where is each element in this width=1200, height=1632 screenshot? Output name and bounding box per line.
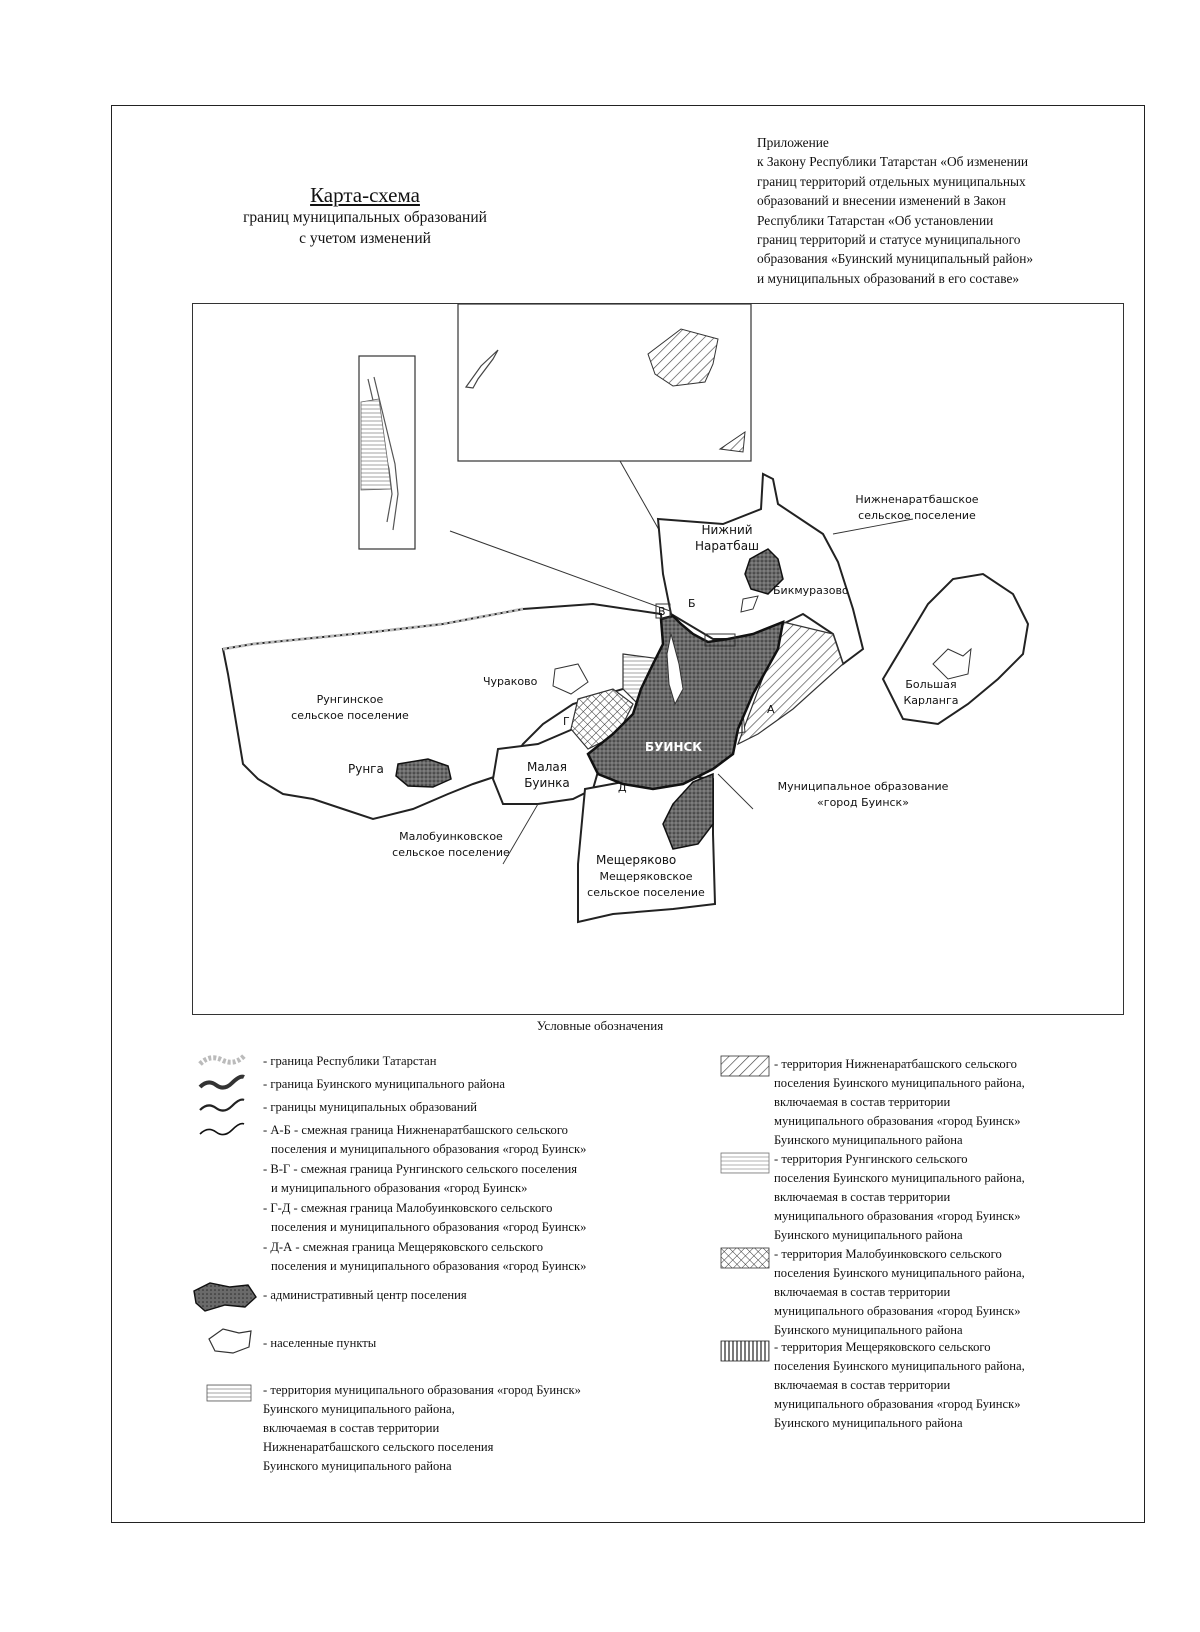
- legend-item-vg: - В-Г - смежная граница Рунгинского сельского поселения и муниципального образования «город Буинск»: [263, 1162, 578, 1195]
- title-block: [170, 183, 560, 249]
- appendix-note: [757, 133, 1127, 288]
- legend-item-gd: - Г-Д - смежная граница Малобуинковского сельского поселения и муниципального образования «город Буинск»: [263, 1201, 587, 1234]
- rt-border-symbol: [198, 1050, 246, 1070]
- appendix-line: образования «Буинский муниципальный район»: [757, 251, 1034, 267]
- legend-item-admin-center: - административный центр поселения: [263, 1288, 467, 1302]
- appendix-line: и муниципальных образований в его составе»: [757, 270, 1020, 286]
- legend-item-rungino-to-buinsk: - территория Рунгинского сельского поселения Буинского муниципального района, включаемая в состав территории муниципального образования «город Буинск» Буинского муниципального района: [774, 1152, 1025, 1242]
- rungino-to-buinsk-symbol: [720, 1152, 770, 1174]
- legend-item-mo-borders: - границы муниципальных образований: [263, 1100, 477, 1114]
- legend-item-ab: - А-Б - смежная граница Нижненаратбашского сельского поселения и муниципального образования «город Буинск»: [263, 1123, 587, 1156]
- label-rungino-settlement: Рунгинское сельское поселение: [291, 693, 409, 722]
- label-mescheryakovo: Мещеряково: [596, 853, 677, 867]
- map-area: [192, 303, 1124, 1015]
- label-runga: Рунга: [348, 762, 384, 776]
- admin-center-symbol: [190, 1277, 260, 1317]
- district-border-symbol: [198, 1073, 246, 1093]
- appendix-line: границ территорий и статусе муниципального: [757, 232, 1021, 248]
- map-subtitle: границ муниципальных образований: [243, 209, 487, 226]
- map-subtitle: с учетом изменений: [299, 230, 431, 247]
- legend-item-settlements: - населенные пункты: [263, 1336, 377, 1350]
- adjacent-border-symbol: [198, 1120, 246, 1140]
- naratbash-to-buinsk-symbol: [720, 1055, 770, 1077]
- buinsk-to-naratbash-symbol: [206, 1384, 252, 1402]
- legend-item-da: - Д-А - смежная граница Мещеряковского сельского поселения и муниципального образования «город Буинск»: [263, 1240, 587, 1273]
- mo-border-symbol: [198, 1096, 246, 1116]
- legend-item-rt-border: - граница Республики Татарстан: [263, 1054, 437, 1068]
- label-buinsk: БУИНСК: [645, 740, 703, 754]
- label-point-b: Б: [688, 597, 696, 610]
- legend-item-naratbash-to-buinsk: - территория Нижненаратбашского сельского поселения Буинского муниципального района, включаемая в состав территории муниципального образования «город Буинск» Буинского муниципального района: [774, 1057, 1025, 1147]
- settlement-symbol: [205, 1325, 255, 1357]
- label-churakovo: Чураково: [483, 675, 538, 688]
- label-malobuinka-settlement: Малобуинковское сельское поселение: [392, 830, 510, 859]
- appendix-line: к Закону Республики Татарстан «Об изменении: [757, 154, 1029, 170]
- map-svg: [193, 304, 1123, 1014]
- label-nizhny-naratbash: Нижний Наратбаш: [694, 523, 760, 553]
- malobuinka-to-buinsk-symbol: [720, 1247, 770, 1269]
- appendix-line: границ территорий отдельных муниципальных: [757, 173, 1026, 189]
- label-bikmurazovo: Бикмуразово: [773, 584, 849, 597]
- appendix-line: Приложение: [757, 135, 829, 150]
- legend-heading: Условные обозначения: [536, 1018, 664, 1033]
- legend-item-malobuinka-to-buinsk: - территория Малобуинковского сельского поселения Буинского муниципального района, включаемая в состав территории муниципального образования «город Буинск» Буинского муниципального района: [774, 1247, 1025, 1337]
- label-point-g: Г: [563, 715, 570, 728]
- label-point-v: В: [658, 605, 666, 618]
- appendix-line: Республики Татарстан «Об установлении: [757, 212, 994, 228]
- label-point-d: Д: [618, 781, 627, 794]
- label-leader: [718, 774, 753, 809]
- map-title: Карта-схема: [310, 183, 420, 207]
- legend-item-buinsk-to-naratbash: - территория муниципального образования «город Буинск» Буинского муниципального района, включаемая в состав территории Нижненаратбашского сельского поселения Буинского муниципального района: [263, 1383, 581, 1473]
- mescheryakovo-to-buinsk-symbol: [720, 1340, 770, 1362]
- appendix-line: образований и внесении изменений в Закон: [757, 193, 1006, 209]
- label-bolshaya-karlanga: Большая Карланга: [903, 678, 959, 707]
- label-nizhnenaratbash-settlement: Нижненаратбашское сельское поселение: [855, 493, 979, 522]
- inset-connector: [450, 531, 670, 611]
- label-point-a: А: [767, 703, 775, 716]
- legend-item-mescheryakovo-to-buinsk: - территория Мещеряковского сельского поселения Буинского муниципального района, включаемая в состав территории муниципального образования «город Буинск» Буинского муниципального района: [774, 1340, 1025, 1430]
- label-malaya-buinka: Малая Буинка: [524, 760, 570, 790]
- legend-item-district-border: - граница Буинского муниципального района: [263, 1077, 505, 1091]
- label-mescheryakovo-settlement: Мещеряковское сельское поселение: [587, 870, 705, 899]
- label-mo-gorod-buinsk: Муниципальное образование «город Буинск»: [777, 780, 949, 809]
- inset-box-top: [458, 304, 751, 461]
